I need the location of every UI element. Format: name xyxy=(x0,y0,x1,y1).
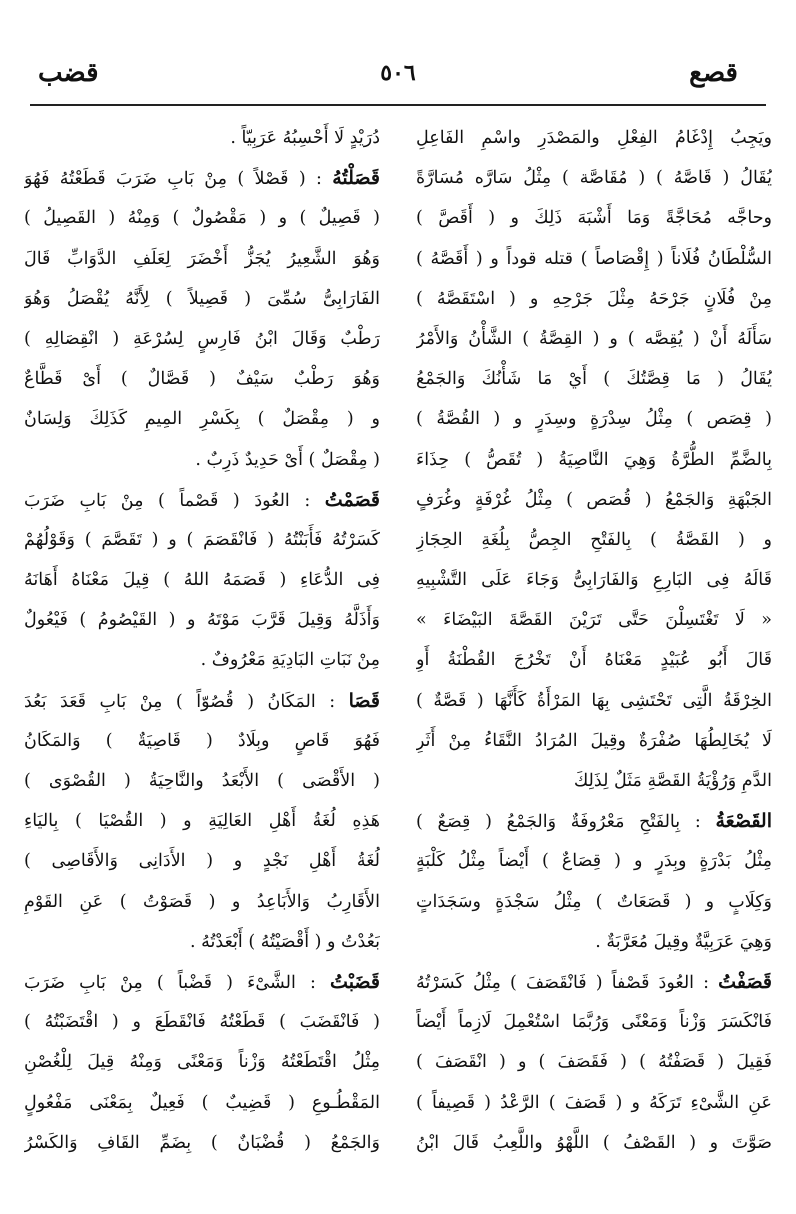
entry-headword: القَصْعَةُ xyxy=(715,810,772,833)
left-column xyxy=(24,118,380,1163)
text-line xyxy=(416,1123,772,1163)
text-line xyxy=(24,681,380,721)
text-line xyxy=(24,239,380,279)
line-text: ( الأَقْصَى ) الأَبْعَدُ والنَّاحِيَةُ ( القُصْوَى ) xyxy=(24,771,380,791)
line-text: : الشَّىْءَ ( قَضْباً ) مِنْ بَابِ ضَرَبَ xyxy=(24,972,331,993)
text-line xyxy=(416,721,772,761)
line-text: دُرَيْدٍ لَا أَحْسِبُهُ عَرَبِيّاً . xyxy=(230,128,380,148)
text-line xyxy=(416,922,772,962)
line-text: مِثْلُ بَدْرَةٍ وبِدَرٍ و ( قِصَاعٌ ) أَيْضاً مِثْلُ كَلْبَةٍ xyxy=(416,851,772,872)
line-text: وَهُوَ الشَّعِيرُ يُجَزُّ أَخْضَرَ لِعَلَفِ الدَّوَابِّ قَالَ xyxy=(24,248,380,269)
line-text: : العُودَ قَصْفاً ( فَانْقَصَفَ ) مِثْلُ كَسَرْتُهُ xyxy=(416,972,719,993)
line-text: لَا يُخَالِطُهَا صُفْرَةٌ وقِيلَ المُرَادُ النَّقَاءُ مِنْ أَثَرِ xyxy=(416,730,772,751)
line-text: سَأَلَهُ أَنْ ( يُقِصَّه ) و ( القِصَّةُ ) الشَّأْنُ وَالأَمْرُ xyxy=(416,328,772,349)
line-text: فَهُوَ قَاصٍ وبِلَادٌ ( قَاصِيَةٌ ) وَالمَكَانُ xyxy=(24,730,380,751)
line-text: رَطْبٌ وَقَالَ ابْنُ فَارِسٍ لِسُرْعَةِ ( انْقِصَالِهِ ) xyxy=(24,328,380,349)
text-line xyxy=(24,279,380,319)
line-text: يُقَالُ ( قَاصَّهُ ) ( مُقَاصَّة ) مِثْلُ سَارَّه مُسَارَّةً xyxy=(416,168,772,189)
page-header xyxy=(30,58,766,98)
page-number: ٥٠٦ xyxy=(380,60,416,86)
line-text: وَهِيَ عَرَبِيَّةٌ وقِيلَ مُعَرَّبَةٌ . xyxy=(595,931,772,952)
text-line xyxy=(24,721,380,761)
line-text: فَقِيلَ ( قَصَفْتُهُ ) ( فَقَصَفَ ) و ( انْقَصَفَ ) xyxy=(416,1052,772,1073)
text-line xyxy=(416,801,772,841)
entry-headword: قَصَلْتُهُ xyxy=(332,167,380,190)
text-line xyxy=(416,239,772,279)
text-line xyxy=(416,1083,772,1123)
line-text: قَالَ أَبُو عُبَيْدٍ مَعْنَاهُ أَنْ تَخْرُجَ القُطْنَةُ أَوِ xyxy=(416,650,772,671)
text-line xyxy=(416,761,772,801)
text-line xyxy=(416,480,772,520)
text-line xyxy=(24,118,380,158)
text-line xyxy=(416,440,772,480)
line-text: يُقَالُ ( مَا قِصَّتُكَ ) أَيْ مَا شَأْنُكَ وَالجَمْعُ xyxy=(416,369,772,390)
line-text: مِثْلُ اقْتَطَعْتُهُ وَزْناً وَمَعْنًى وَمِنْهُ قِيلَ لِلْغُصْنِ xyxy=(24,1052,380,1073)
text-line xyxy=(416,279,772,319)
text-line xyxy=(416,399,772,439)
line-text: ( قِصَص ) مِثْلُ سِدْرَةٍ وسِدَرٍ و ( القُصَّةُ ) xyxy=(416,409,772,430)
text-line xyxy=(24,841,380,881)
entry-headword: قَضَبْتُ xyxy=(330,970,380,993)
text-line xyxy=(24,520,380,560)
text-line xyxy=(24,1123,380,1163)
running-headword-right: قصع xyxy=(689,58,738,88)
text-line xyxy=(416,600,772,640)
line-text: الأَقَارِبُ وَالأَبَاعِدُ و ( قَصَوْتُ ) عَنِ القَوْمِ xyxy=(24,891,380,912)
line-text: : العُودَ ( قَصْماً ) مِنْ بَابِ ضَرَبَ xyxy=(24,490,325,511)
line-text: وحاجَّه مُحَاجَّةً وَمَا أَشْبَهَ ذَلِكَ و ( أَقَصَّ ) xyxy=(416,208,772,229)
line-text: ( قَصِيلٌ ) و ( مَقْصُولٌ ) وَمِنْهُ ( القَصِيلُ ) xyxy=(24,208,380,229)
text-line xyxy=(416,640,772,680)
header-rule xyxy=(30,104,766,106)
text-line xyxy=(24,1083,380,1123)
text-line xyxy=(24,319,380,359)
entry-headword: قَصَفْتُ xyxy=(718,970,772,993)
right-column xyxy=(416,118,772,1163)
text-line xyxy=(24,440,380,480)
text-line xyxy=(24,640,380,680)
line-text: ( مِقْصَلٌ ) أَىْ حَدِيدٌ ذَرِبٌ . xyxy=(195,449,380,470)
entry-headword: قَصَمْتُ xyxy=(324,488,380,511)
line-text: : ( قَصْلاً ) مِنْ بَابِ ضَرَبَ قَطَعْتُهُ فَهُوَ xyxy=(24,169,333,190)
text-line xyxy=(416,841,772,881)
text-line xyxy=(416,1002,772,1042)
line-text: الدَّمِ وَرُؤْيَةُ القَصَّةِ مَثَلٌ لِذَلِكَ xyxy=(573,771,772,791)
line-text: وَأَذَلَّهُ وَقِيلَ قَرَّبَ مَوْتَهُ و ( القَيْصُومُ ) فَيْعُولٌ xyxy=(24,610,380,631)
text-line xyxy=(24,1002,380,1042)
line-text: مِنْ فُلَانٍ جَرْحَهُ مِثْلَ جَرْحِهِ و ( اسْتَقَصَّهُ ) xyxy=(416,288,772,309)
text-line xyxy=(416,359,772,399)
line-text: : المَكَانُ ( قُصُوّاً ) مِنْ بَابِ قَعَدَ بَعُدَ xyxy=(24,691,349,712)
text-line xyxy=(416,158,772,198)
text-line xyxy=(24,1042,380,1082)
line-text: ( فَانْقَضَبَ ) قَطَعْتُهُ فَانْقَطَعَ و ( اقْتَضَبْتُهُ ) xyxy=(24,1012,380,1033)
text-line xyxy=(416,962,772,1002)
line-text: بِالضَّمِّ الطُّرَّةُ وَهِيَ النَّاصِيَةُ ( تُقَصُّ ) حِذَاءَ xyxy=(416,449,772,470)
line-text: « لَا تَغْتَسِلْنَ حَتَّى تَرَيْنَ القَصَّةَ البَيْضَاءَ » xyxy=(416,610,772,631)
text-line xyxy=(416,560,772,600)
line-text: فَانْكَسَرَ وَزْناً وَمَعْنًى وَرُبَّمَا اسْتُعْمِلَ لَازِماً أَيْضاً xyxy=(416,1012,772,1033)
entry-headword: قَصَا xyxy=(348,689,380,712)
line-text: و ( مِقْصَلٌ ) بِكَسْرِ المِيمِ كَذَلِكَ وَلِسَانٌ xyxy=(24,409,380,430)
line-text: وَالجَمْعُ ( قُضْبَانٌ ) بِضَمِّ القَافِ وَالكَسْرُ xyxy=(24,1132,380,1153)
line-text: مِنْ نَبَاتِ البَادِيَةِ مَعْرُوفٌ . xyxy=(200,650,380,671)
text-line xyxy=(24,198,380,238)
text-line xyxy=(24,761,380,801)
text-line xyxy=(416,520,772,560)
line-text: هَذِهِ لُغَةُ أَهْلِ العَالِيَةِ و ( القُصْيَا ) بِاليَاءِ xyxy=(24,811,380,832)
line-text: : بِالفَتْحِ مَعْرُوفَةٌ وَالجَمْعُ ( قِصَعٌ ) xyxy=(416,812,716,833)
line-text: السُّلْطَانُ فُلَاناً ( إِقْصَاصاً ) قتله قوداً و ( أَقَصَّهُ ) xyxy=(416,248,772,269)
running-headword-left: قضب xyxy=(38,58,99,88)
line-text: المَقْطُـوعِ ( قَضِيبٌ ) فَعِيلٌ بِمَعْنَى مَفْعُولٍ xyxy=(24,1092,380,1113)
text-line xyxy=(416,118,772,158)
text-line xyxy=(416,681,772,721)
text-line xyxy=(24,480,380,520)
line-text: و ( القَصَّةُ ) بِالفَتْحِ الجِصُّ بِلُغَةِ الحِجَازِ xyxy=(416,529,772,550)
line-text: كَسَرْتُهُ فَأَبَنْتُهُ ( فَانْقَصَمَ ) و ( تَقَصَّمَ ) وَقَوْلُهُمْ xyxy=(24,529,380,550)
text-line xyxy=(24,158,380,198)
text-line xyxy=(24,922,380,962)
line-text: وَكِلَابٍ و ( قَصَعَاتٌ ) مِثْلُ سَجْدَةٍ وسَجَدَاتٍ xyxy=(416,891,772,912)
line-text: ويَجِبُ إِدْغَامُ الفِعْلِ والمَصْدَرِ واسْمِ الفَاعِلِ xyxy=(416,128,772,148)
line-text: الفَارَابِىُّ سُمِّىَ ( قَصِيلاً ) لِأَنَّهُ يُقْصَلُ وَهُوَ xyxy=(24,288,380,309)
line-text: الجَبْهَةِ وَالجَمْعُ ( قُصَص ) مِثْلُ غُرْفَةٍ وغُرَفٍ xyxy=(416,489,772,510)
line-text: بَعُدْتُ و ( أَقْصَيْتُهُ ) أَبْعَدْتُهُ . xyxy=(190,931,380,952)
text-line xyxy=(416,319,772,359)
line-text: قَالَهُ فِى البَارِعِ وَالفَارَابِىُّ وَجَاءَ عَلَى التَّشْبِيهِ xyxy=(416,570,772,591)
line-text: الخِرْقَةُ الَّتِى تَحْتَشِى بِهَا المَرْأَةُ كَأَنَّهَا ( قَصَّةٌ ) xyxy=(416,690,772,711)
text-line xyxy=(24,882,380,922)
line-text: فِى الدُّعَاءِ ( قَصَمَهُ اللهُ ) قِيلَ مَعْنَاهُ أَهَانَهُ xyxy=(24,570,380,591)
text-line xyxy=(24,560,380,600)
text-line xyxy=(416,198,772,238)
text-line xyxy=(24,962,380,1002)
text-line xyxy=(24,399,380,439)
text-line xyxy=(24,359,380,399)
line-text: عَنِ الشَّىْءِ تَرَكَهُ و ( قَصَفَ ) الرَّعْدُ ( قَصِيفاً ) xyxy=(416,1092,772,1113)
text-line xyxy=(24,801,380,841)
line-text: صَوَّتَ و ( القَصْفُ ) اللَّهْوُ واللَّعِبُ قَالَ ابْنُ xyxy=(416,1132,772,1153)
line-text: وَهُوَ رَطْبٌ سَيْفٌ ( قَصَّالٌ ) أَىْ قَطَّاعٌ xyxy=(24,369,380,390)
text-line xyxy=(24,600,380,640)
text-line xyxy=(416,1042,772,1082)
line-text: لُغَةُ أَهْلِ نَجْدٍ و ( الأَدَانِى وَالأَقَاصِى ) xyxy=(24,851,380,872)
text-line xyxy=(416,882,772,922)
